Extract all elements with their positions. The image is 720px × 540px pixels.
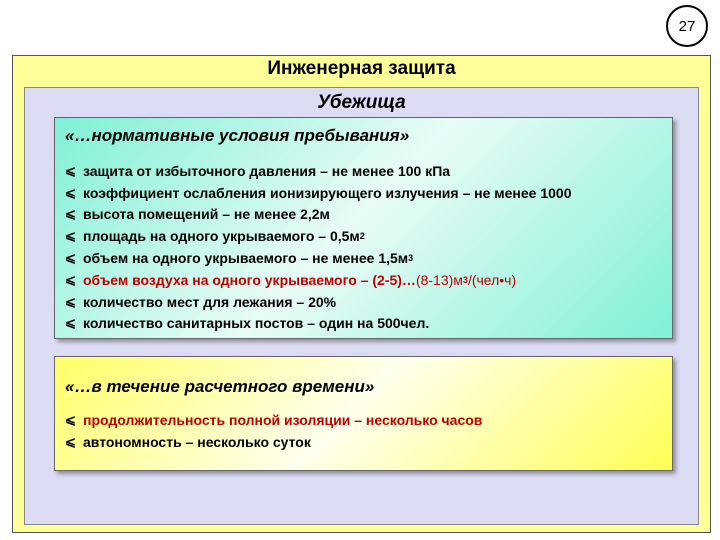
- calculated-time-box: [54, 356, 673, 471]
- normative-conditions-heading: «…нормативные условия пребывания»: [65, 126, 410, 145]
- item-text: автономность – несколько суток: [83, 433, 311, 450]
- arrow-bullet-icon: ⩽: [65, 206, 76, 222]
- item-text-range: (8-13)м: [415, 271, 463, 288]
- item-text: коэффициент ослабления ионизирующего излучения – не менее 1000: [83, 184, 572, 201]
- list-item: [65, 204, 571, 226]
- arrow-bullet-icon: ⩽: [65, 271, 76, 287]
- item-text-unit: /(чел•ч): [467, 271, 517, 288]
- item-text: количество санитарных постов – один на 500чел.: [83, 315, 430, 332]
- list-item: [65, 182, 571, 204]
- item-text: количество мест для лежания – 20%: [83, 293, 337, 310]
- arrow-bullet-icon: ⩽: [65, 250, 76, 266]
- arrow-bullet-icon: ⩽: [65, 433, 76, 449]
- arrow-bullet-icon: ⩽: [65, 315, 76, 331]
- arrow-bullet-icon: ⩽: [65, 228, 76, 244]
- item-text: высота помещений – не менее 2,2м: [83, 206, 330, 223]
- item-text: защита от избыточного давления – не менее 100 кПа: [83, 162, 451, 179]
- normative-conditions-list: [65, 160, 571, 334]
- list-item: [65, 160, 571, 182]
- slide-subtitle: Убежища: [317, 92, 406, 113]
- list-item-highlighted: [65, 409, 482, 431]
- normative-conditions-box: [54, 117, 673, 339]
- arrow-bullet-icon: ⩽: [65, 162, 76, 178]
- arrow-bullet-icon: ⩽: [65, 184, 76, 200]
- calculated-time-heading: «…в течение расчетного времени»: [65, 377, 375, 396]
- list-item: [65, 291, 571, 313]
- arrow-bullet-icon: ⩽: [65, 293, 76, 309]
- calculated-time-list: [65, 409, 482, 453]
- arrow-bullet-icon: ⩽: [65, 411, 76, 427]
- item-text: объем воздуха на одного укрываемого – (2-5)…: [83, 271, 416, 288]
- item-text: площадь на одного укрываемого – 0,5м: [83, 228, 360, 245]
- slide-frame: [12, 55, 711, 533]
- item-text: продолжительность полной изоляции – несколько часов: [83, 411, 483, 428]
- slide-title: Инженерная защита: [267, 58, 456, 79]
- list-item: ⩽ площадь на одного укрываемого – 0,5м 2: [65, 228, 365, 245]
- list-item: [65, 431, 482, 453]
- page-number: 27: [666, 5, 708, 47]
- item-text: объем на одного укрываемого – не менее 1,5м: [83, 250, 409, 267]
- list-item: [65, 313, 571, 335]
- list-item: ⩽ объем на одного укрываемого – не менее 1,5м 3: [65, 250, 414, 267]
- content-panel: [24, 87, 699, 525]
- list-item-highlighted: ⩽ объем воздуха на одного укрываемого – (2-5)… (8-13)м 3 /(чел•ч): [65, 271, 517, 288]
